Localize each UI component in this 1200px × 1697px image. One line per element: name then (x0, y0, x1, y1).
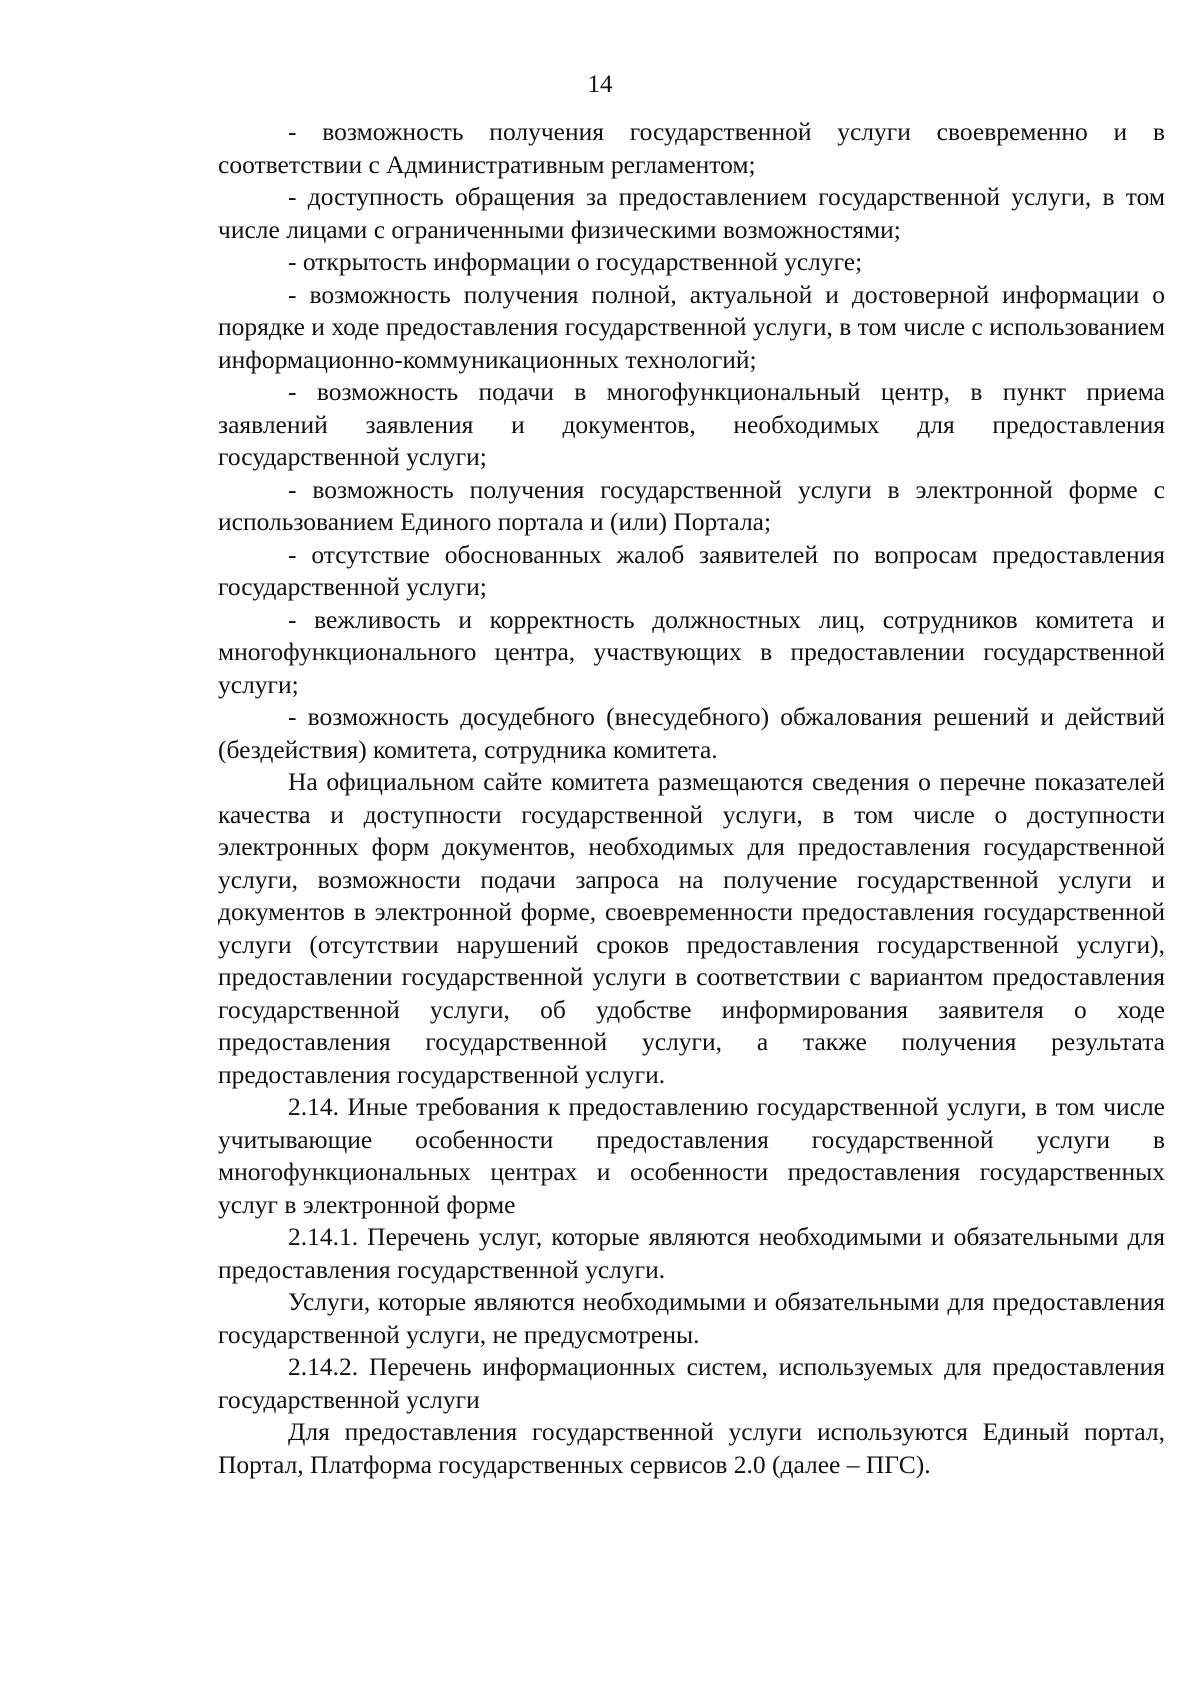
paragraph-full-information: - возможность получения полной, актуальной и достоверной информации о порядке и ходе предоставления государственной услуги, в том числе с использованием информационно-коммуникационных технологий; (218, 279, 1165, 374)
section-2-14: 2.14. Иные требования к предоставлению государственной услуги, в том числе учитывающие особенности предоставления государственной услуги в многофункциональных центрах и особенности предоставления государственных услуг в электронной форме (218, 1092, 1165, 1219)
paragraph-no-complaints: - отсутствие обоснованных жалоб заявителей по вопросам предоставления государственной услуги; (218, 539, 1165, 601)
section-2-14-2: 2.14.2. Перечень информационных систем, используемых для предоставления государственной услуги (218, 1352, 1165, 1414)
paragraph-information-systems: Для предоставления государственной услуги используются Единый портал, Портал, Платформа государственных сервисов 2.0 (далее – ПГС). (218, 1417, 1165, 1479)
paragraph-openness: - открытость информации о государственной услуге; (288, 247, 863, 276)
paragraph-accessibility: - доступность обращения за предоставлением государственной услуги, в том числе лицами с ограниченными физическими возможностями; (218, 182, 1165, 244)
paragraph-mfc-submission: - возможность подачи в многофункциональный центр, в пункт приема заявлений заявления и документов, необходимых для предоставления государственной услуги; (218, 377, 1165, 471)
paragraph-electronic-form: - возможность получения государственной услуги в электронной форме с использованием Единого портала и (или) Портала; (218, 474, 1165, 536)
paragraph-timely-service: - возможность получения государственной услуги своевременно и в соответствии с Административным регламентом; (218, 117, 1165, 179)
page-number: 14 (587, 71, 613, 98)
section-2-14-1: 2.14.1. Перечень услуг, которые являются необходимыми и обязательными для предоставления государственной услуги. (218, 1222, 1165, 1284)
paragraph-official-site: На официальном сайте комитета размещаются сведения о перечне показателей качества и доступности государственной услуги, в том числе о доступности электронных форм документов, необходимых для предоставления государственной услуги, возможности подачи запроса на получение государственной услуги и документов в электронной форме, своевременности предоставления государственной услуги (отсутствии нарушений сроков предоставления государственной услуги), предоставлении государственной услуги в соответствии с вариантом предоставления государственной услуги, об удобстве информирования заявителя о ходе предоставления государственной услуги, а также получения результата предоставления государственной услуги. (218, 767, 1165, 1089)
document-body (218, 116, 1165, 1481)
paragraph-appeal: - возможность досудебного (внесудебного) обжалования решений и действий (бездействия) комитета, сотрудника комитета. (218, 702, 1165, 764)
paragraph-required-services: Услуги, которые являются необходимыми и обязательными для предоставления государственной услуги, не предусмотрены. (218, 1287, 1165, 1349)
paragraph-politeness: - вежливость и корректность должностных лиц, сотрудников комитета и многофункционального центра, участвующих в предоставлении государственной услуги; (218, 604, 1165, 699)
